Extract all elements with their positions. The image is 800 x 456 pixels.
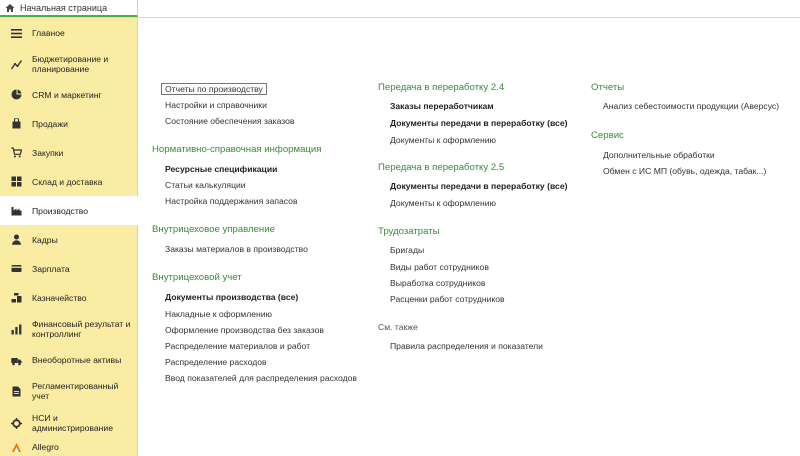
sidebar-item-label: Кадры bbox=[32, 234, 58, 245]
sidebar-item-main[interactable] bbox=[0, 18, 138, 48]
sidebar-item-purchases[interactable] bbox=[0, 138, 138, 167]
link-distribution-indicators[interactable]: Ввод показателей для распределения расходов bbox=[165, 373, 357, 383]
link-docs-to-process-2-5[interactable]: Документы к оформлению bbox=[390, 198, 496, 208]
sidebar-item-label: Регламентированный учет bbox=[32, 381, 119, 401]
link-distribution-rules[interactable]: Правила распределения и показатели bbox=[390, 341, 543, 351]
sidebar-item-sales[interactable] bbox=[0, 109, 138, 138]
sidebar-item-label: Внеоборотные активы bbox=[32, 355, 122, 365]
sidebar-item-label: Зарплата bbox=[32, 263, 70, 274]
link-production-reports[interactable]: Отчеты по производству bbox=[161, 83, 267, 95]
sidebar-item-label: CRM и маркетинг bbox=[32, 89, 102, 100]
sidebar-item-label: Продажи bbox=[32, 118, 68, 129]
link-work-rates[interactable]: Расценки работ сотрудников bbox=[390, 294, 505, 304]
document-icon bbox=[10, 385, 22, 397]
section-header-processing-2-5: Передача в переработку 2.5 bbox=[378, 162, 505, 173]
menu-icon bbox=[10, 27, 22, 39]
link-invoices-to-process[interactable]: Накладные к оформлению bbox=[165, 309, 272, 319]
chart-up-icon bbox=[10, 58, 22, 70]
link-additional-processing[interactable]: Дополнительные обработки bbox=[603, 150, 715, 160]
sidebar-item-label: Главное bbox=[32, 28, 65, 38]
person-icon bbox=[10, 234, 22, 246]
sidebar-item-salary[interactable] bbox=[0, 254, 138, 283]
section-header-nsi: Нормативно-справочная информация bbox=[152, 144, 322, 155]
link-production-documents[interactable]: Документы производства (все) bbox=[165, 292, 299, 302]
sidebar-item-allegro[interactable] bbox=[0, 438, 138, 456]
sidebar-item-personnel[interactable] bbox=[0, 225, 138, 254]
coins-icon bbox=[10, 292, 22, 304]
sidebar-item-regulated-accounting[interactable] bbox=[0, 374, 138, 408]
link-cost-analysis[interactable]: Анализ себестоимости продукции (Аверсус) bbox=[603, 101, 780, 111]
bars-icon bbox=[10, 323, 22, 335]
sidebar-item-label: Производство bbox=[32, 205, 89, 216]
bag-icon bbox=[10, 118, 22, 130]
link-settings-catalogs[interactable]: Настройки и справочники bbox=[165, 100, 267, 110]
link-processing-transfer-docs-2-5[interactable]: Документы передачи в переработку (все) bbox=[390, 181, 568, 191]
section-header-processing-2-4: Передача в переработку 2.4 bbox=[378, 82, 505, 93]
sidebar bbox=[0, 18, 138, 456]
tab-home-label: Начальная страница bbox=[20, 2, 108, 13]
link-processing-transfer-docs-2-4[interactable]: Документы передачи в переработку (все) bbox=[390, 118, 568, 128]
link-brigades[interactable]: Бригады bbox=[390, 245, 425, 255]
grid-icon bbox=[10, 176, 22, 188]
home-icon bbox=[5, 3, 15, 13]
pie-icon bbox=[10, 89, 22, 101]
section-header-intra-management: Внутрицеховое управление bbox=[152, 224, 275, 235]
sidebar-item-label: Казначейство bbox=[32, 292, 87, 303]
link-is-mp-exchange[interactable]: Обмен с ИС МП (обувь, одежда, табак...) bbox=[603, 166, 767, 176]
section-header-service: Сервис bbox=[591, 130, 624, 141]
link-cost-items[interactable]: Статьи калькуляции bbox=[165, 180, 246, 190]
sidebar-item-treasury[interactable] bbox=[0, 283, 138, 312]
link-employee-output[interactable]: Выработка сотрудников bbox=[390, 278, 486, 288]
tab-home[interactable] bbox=[0, 0, 138, 17]
gear-icon bbox=[10, 417, 22, 429]
sidebar-item-financial-result[interactable] bbox=[0, 312, 138, 346]
sidebar-item-label: Склад и доставка bbox=[32, 176, 103, 187]
card-icon bbox=[10, 263, 22, 275]
link-expense-distribution[interactable]: Распределение расходов bbox=[165, 357, 267, 367]
sidebar-item-label: НСИ и администрирование bbox=[32, 413, 113, 433]
link-work-types[interactable]: Виды работ сотрудников bbox=[390, 262, 489, 272]
sidebar-item-nsi-admin[interactable] bbox=[0, 408, 138, 438]
sidebar-item-fixed-assets[interactable] bbox=[0, 346, 138, 374]
link-order-supply-status[interactable]: Состояние обеспечения заказов bbox=[165, 116, 295, 126]
link-resource-specs[interactable]: Ресурсные спецификации bbox=[165, 164, 278, 174]
sidebar-item-production[interactable] bbox=[0, 196, 138, 225]
section-header-intra-accounting: Внутрицеховой учет bbox=[152, 272, 242, 283]
section-header-labor: Трудозатраты bbox=[378, 226, 440, 237]
sidebar-item-warehouse[interactable] bbox=[0, 167, 138, 196]
link-production-without-orders[interactable]: Оформление производства без заказов bbox=[165, 325, 324, 335]
sidebar-item-label: Allegro bbox=[32, 442, 59, 452]
link-stock-settings[interactable]: Настройка поддержания запасов bbox=[165, 196, 298, 206]
cart-icon bbox=[10, 147, 22, 159]
top-tab-bar bbox=[0, 0, 800, 18]
sidebar-item-crm[interactable] bbox=[0, 80, 138, 109]
link-processor-orders[interactable]: Заказы переработчикам bbox=[390, 101, 494, 111]
section-header-reports: Отчеты bbox=[591, 82, 625, 93]
link-material-distribution[interactable]: Распределение материалов и работ bbox=[165, 341, 311, 351]
sidebar-item-label: Бюджетирование и планирование bbox=[32, 54, 109, 74]
see-also-label: См. также bbox=[378, 322, 418, 332]
link-docs-to-process-2-4[interactable]: Документы к оформлению bbox=[390, 135, 496, 145]
allegro-icon bbox=[10, 441, 22, 453]
sidebar-item-label: Закупки bbox=[32, 147, 64, 158]
sidebar-item-budgeting[interactable] bbox=[0, 48, 138, 80]
truck-icon bbox=[10, 354, 22, 366]
link-material-orders[interactable]: Заказы материалов в производство bbox=[165, 244, 308, 254]
sidebar-item-label: Финансовый результат и контроллинг bbox=[32, 319, 131, 339]
factory-icon bbox=[10, 205, 22, 217]
